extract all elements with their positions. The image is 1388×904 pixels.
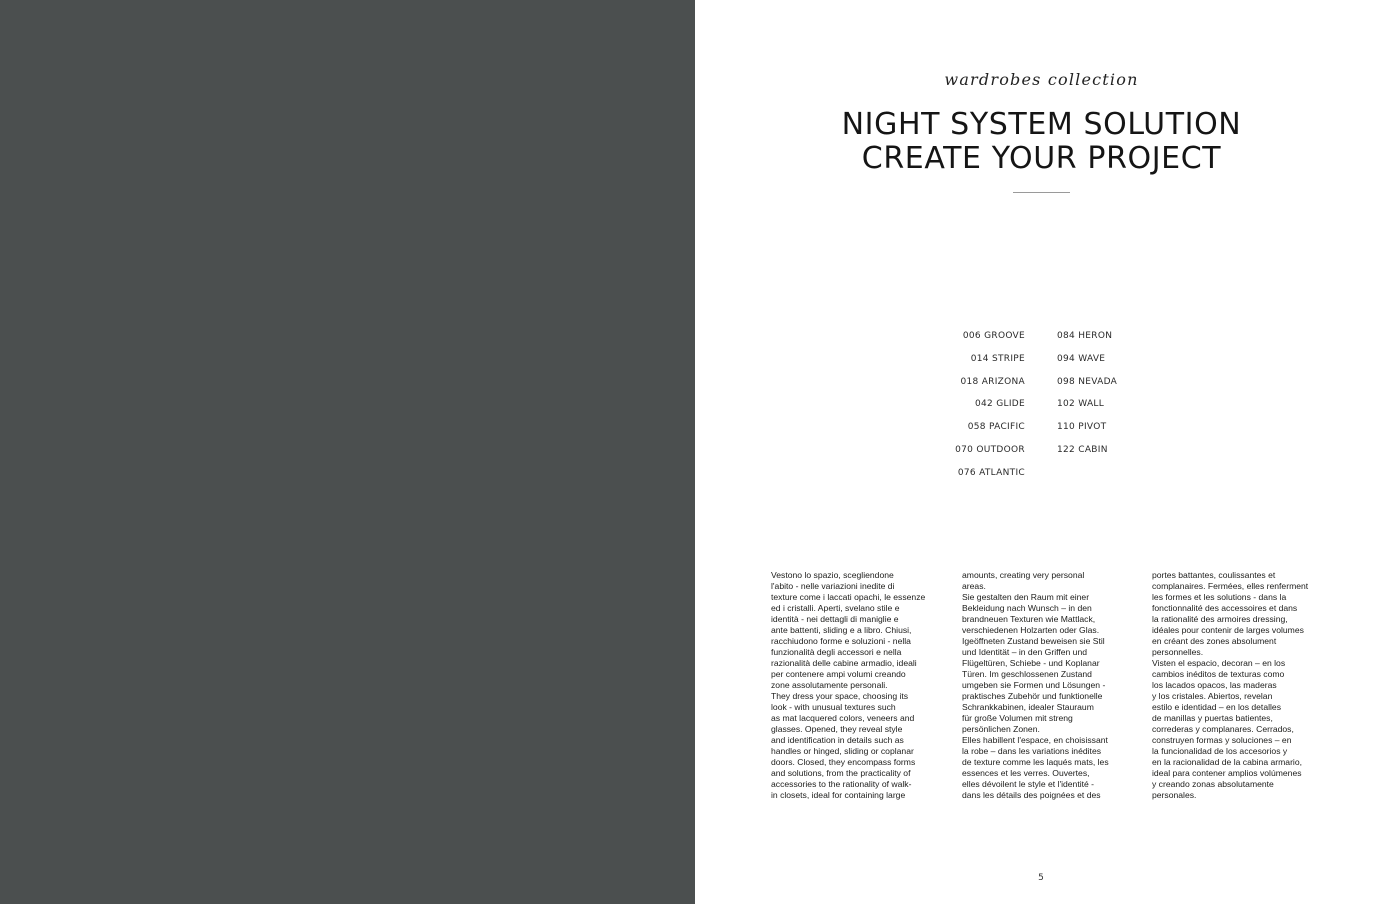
title-line-2: CREATE YOUR PROJECT xyxy=(861,141,1222,176)
model-item: 058 PACIFIC xyxy=(967,422,1025,433)
page-title xyxy=(695,108,1388,176)
collection-subtitle: wardrobes collection xyxy=(944,70,1139,89)
body-text-column-1: Vestono lo spazio, scegliendone l'abito - nelle variazioni inedite di texture come i laccati opachi, le essenze ed i cristalli. Aperti, svelano stile e identità - nei dettagli di maniglie e ante battenti, sliding e a libro. Chiusi, racchiudono forme e soluzioni - nella funzionalità degli accessori e nella razionalità delle cabine armadio, ideali per contenere ampi volumi creando zone assolutamente personali. They dress your space, choosing its look - with unusual textures such as mat lacquered colors, veneers and glasses. Opened, they reveal style and identification in details such as handles or hinged, sliding or coplanar doors. Closed, they encompass forms and solutions, from the practicality of accessories to the rationality of walk- in closets, ideal for containing large xyxy=(771,570,926,800)
model-item: 102 WALL xyxy=(1057,399,1105,410)
model-item: 110 PIVOT xyxy=(1057,422,1107,433)
body-text-column-2: amounts, creating very personal areas. Sie gestalten den Raum mit einer Bekleidung nach Wunsch – in den brandneuen Texturen wie Mattlack, verschiedenen Holzarten oder Glas. Igeöffneten Zustand beweisen sie Stil und Identität – in den Griffen und Flügeltüren, Schiebe - und Koplanar Türen. Im geschlossenen Zustand umgeben sie Formen und Lösungen - praktisches Zubehör und funktionelle Schrankkabinen, idealer Stauraum für große Volumen mit streng persönlichen Zonen. Elles habillent l'espace, en choisissant la robe – dans les variations inédites de texture comme les laqués mats, les essences et les verres. Ouvertes, elles dévoilent le style et l'identité - dans les détails des poignées et des xyxy=(962,570,1109,800)
title-line-1: NIGHT SYSTEM SOLUTION xyxy=(841,107,1242,142)
model-item: 042 GLIDE xyxy=(975,399,1025,410)
model-item: 094 WAVE xyxy=(1057,353,1106,364)
page-number: 5 xyxy=(1038,873,1044,883)
model-item: 070 OUTDOOR xyxy=(955,444,1025,455)
model-item: 006 GROOVE xyxy=(962,331,1025,341)
right-page xyxy=(695,0,1388,904)
model-item: 122 CABIN xyxy=(1057,444,1108,455)
title-divider xyxy=(1013,192,1070,193)
model-item: 014 STRIPE xyxy=(970,353,1025,364)
body-text-column-3: portes battantes, coulissantes et complanaires. Fermées, elles renferment les formes et les solutions - dans la fonctionnalité des accessoires et dans la rationalité des armoires dressing, idéales pour contenir de larges volumes en créant des zones absolument personnelles. Visten el espacio, decoran – en los cambios inéditos de texturas como los lacados opacos, las maderas y los cristales. Abiertos, revelan estilo e identidad – en los detalles de manillas y puertas batientes, correderas y complanares. Cerrados, construyen formas y soluciones – en la funcionalidad de los accesorios y en la racionalidad de la cabina armario, ideal para contener amplios volúmenes y creando zonas absolutamente personales. xyxy=(1152,570,1309,800)
model-item: 098 NEVADA xyxy=(1057,376,1118,387)
model-list-left xyxy=(925,329,1025,489)
model-list-right xyxy=(1057,329,1157,466)
model-item: 076 ATLANTIC xyxy=(957,467,1025,478)
model-item: 018 ARIZONA xyxy=(960,376,1025,387)
model-item: 084 HERON xyxy=(1057,331,1113,341)
